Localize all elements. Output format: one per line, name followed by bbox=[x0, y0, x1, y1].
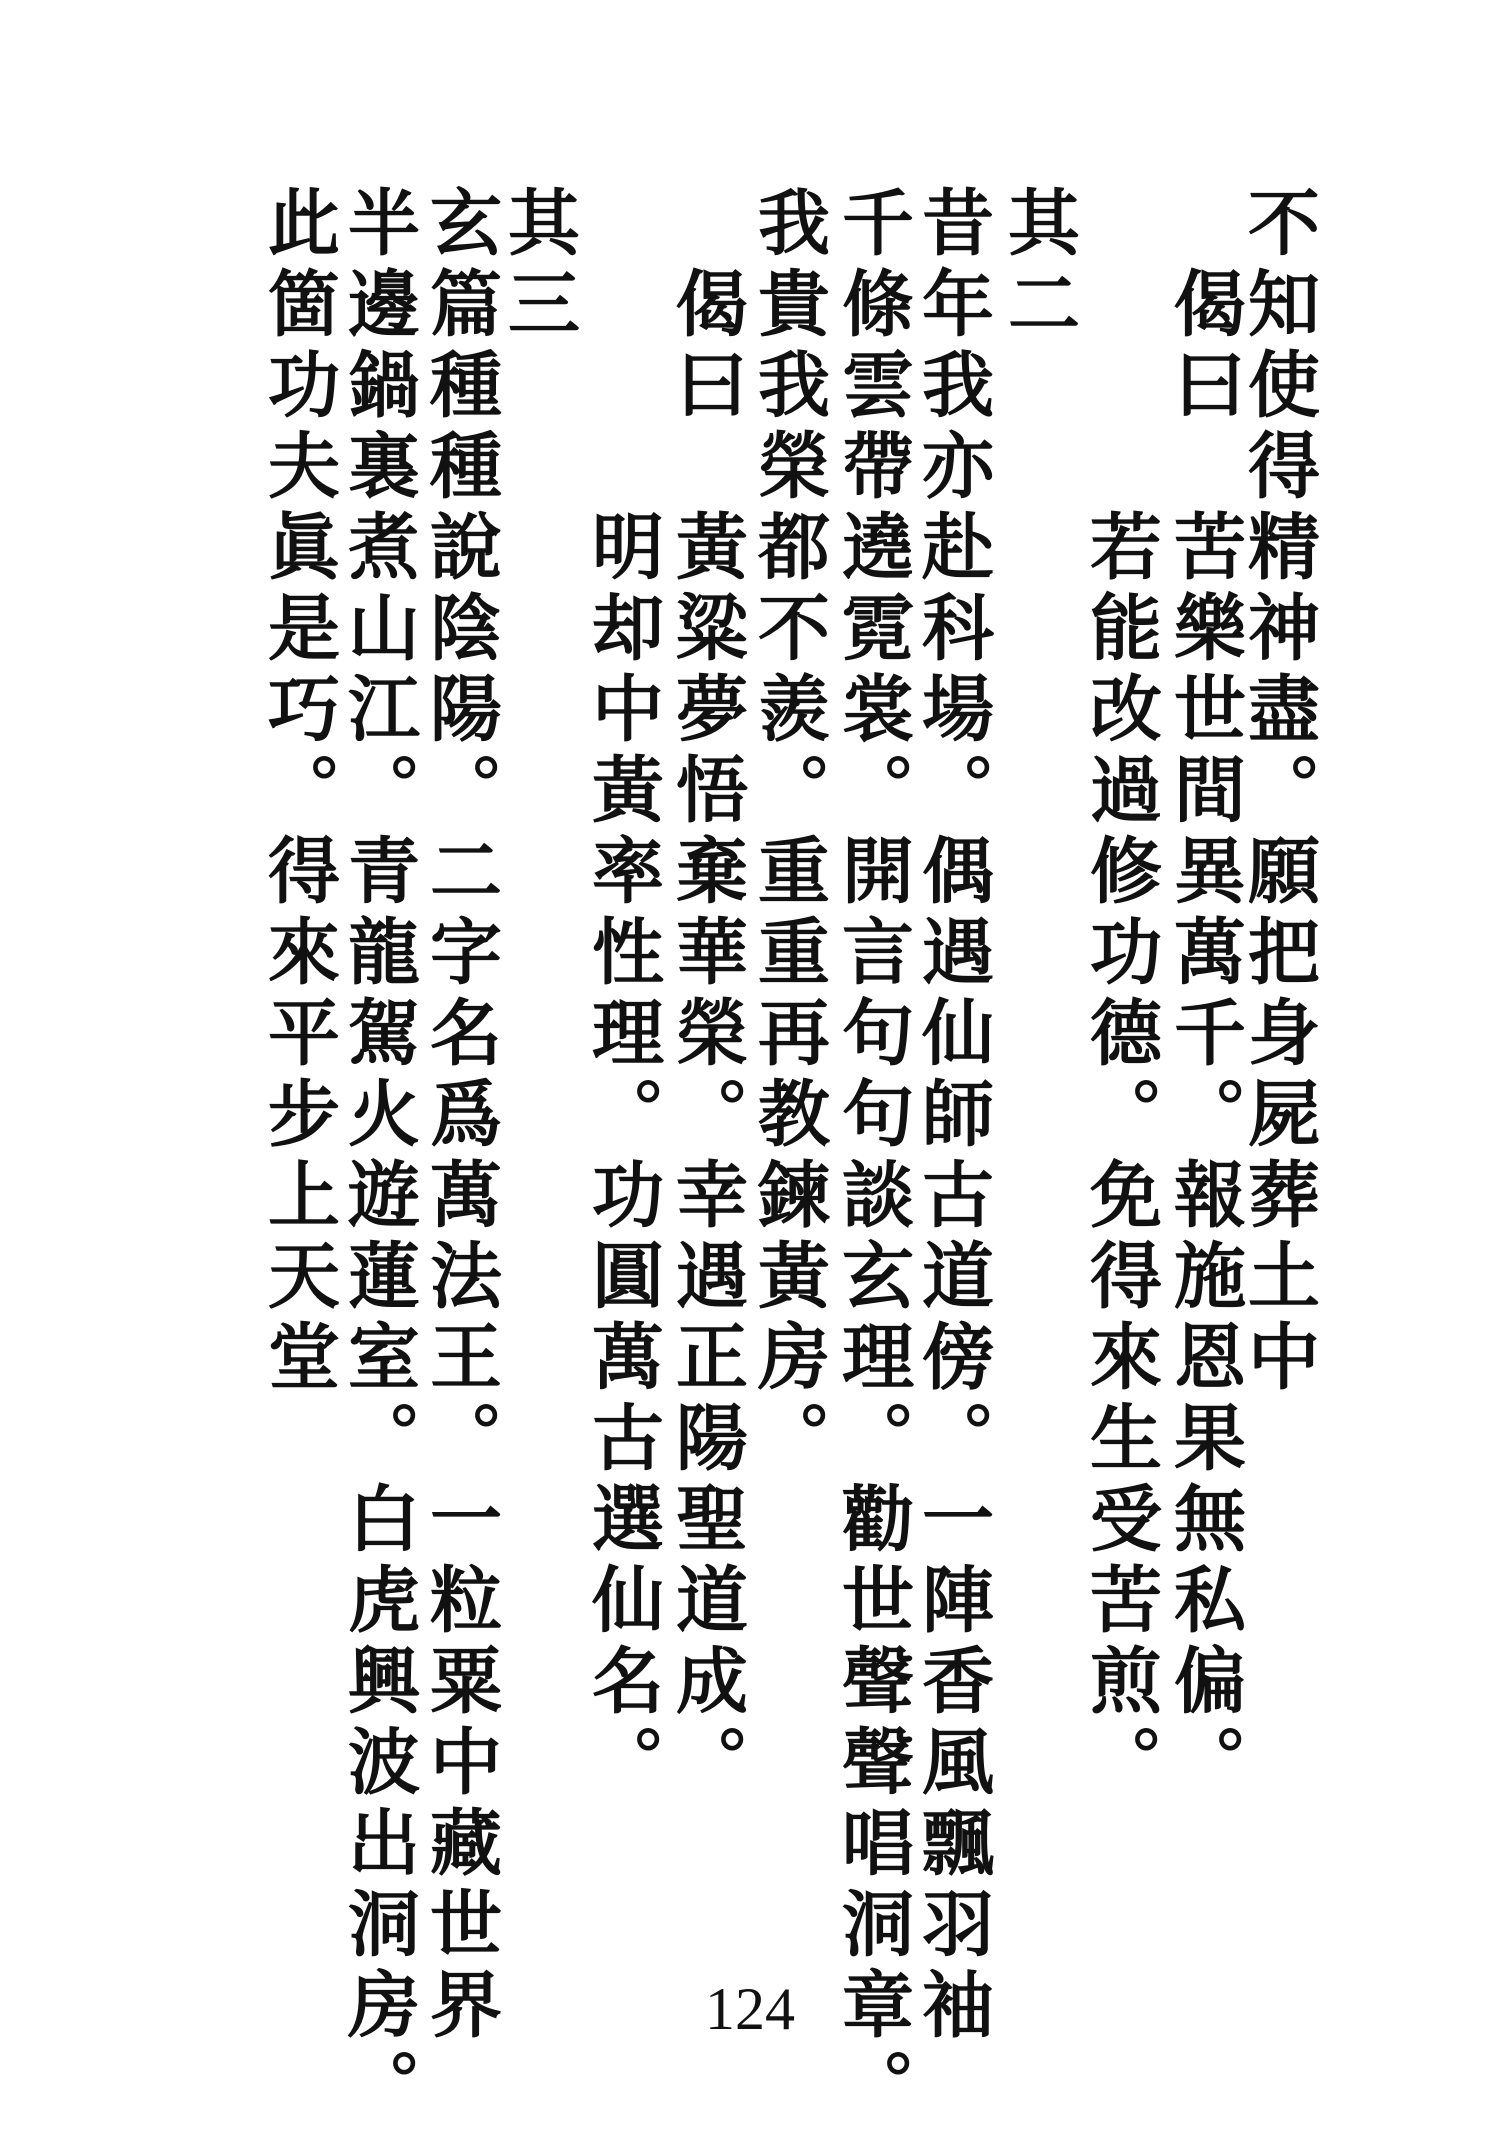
text-column-3: 若能改過修功德。免得來生受苦煎。 bbox=[1078, 185, 1163, 1805]
text-column-7: 我貴我榮都不羨。重重再教鍊黃房。 bbox=[746, 185, 831, 1481]
text-column-4: 其二 bbox=[996, 185, 1081, 347]
text-column-8: 偈曰 黃粱夢悟棄華榮。幸遇正陽聖道成。 bbox=[664, 185, 749, 1805]
text-column-5: 昔年我亦赴科場。偶遇仙師古道傍。一陣香風飄羽袖 bbox=[910, 185, 995, 2048]
text-column-11: 玄篇種種說陰陽。二字名爲萬法王。一粒粟中藏世界 bbox=[418, 185, 503, 2048]
text-column-12: 半邊鍋裏煮山江。青龍駕火遊蓮室。白虎興波出洞房。 bbox=[336, 185, 421, 2129]
text-column-1: 不知使得精神盡。願把身屍葬土中 bbox=[1236, 185, 1321, 1400]
text-column-13: 此箇功夫眞是巧。得來平步上天堂 bbox=[256, 185, 341, 1400]
text-column-9: 明却中黃率性理。功圓萬古選仙名。 bbox=[580, 185, 665, 1805]
page-number: 124 bbox=[705, 1976, 795, 2042]
text-column-2: 偈曰 苦樂世間異萬千。報施恩果無私偏。 bbox=[1162, 185, 1247, 1805]
text-column-6: 千條雲帶遶霓裳。開言句句談玄理。勸世聲聲唱洞章。 bbox=[830, 185, 915, 2129]
text-column-10: 其三 bbox=[496, 185, 581, 347]
